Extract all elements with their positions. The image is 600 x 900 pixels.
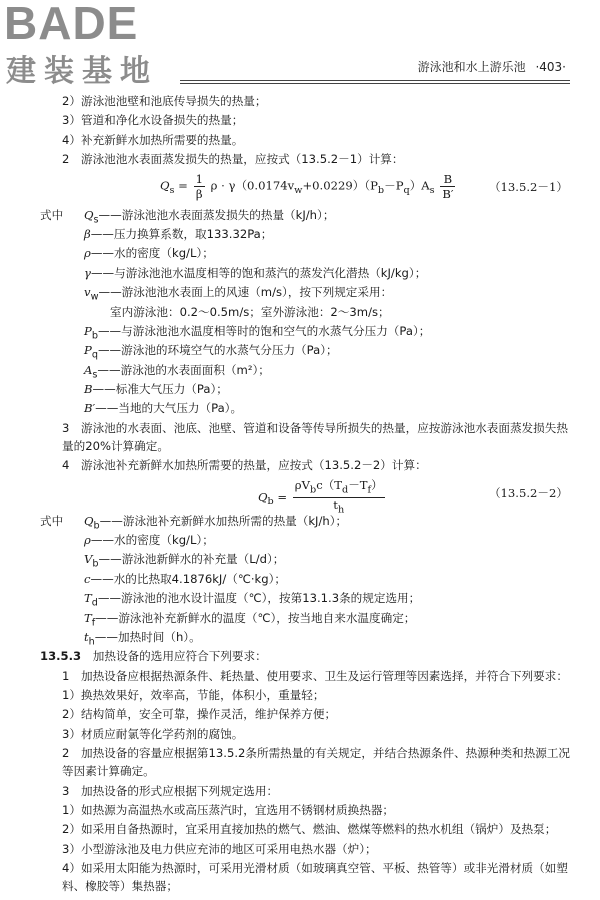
- definition-symbol: P: [84, 343, 92, 358]
- fraction-denominator: B′: [442, 186, 454, 201]
- text-line: 2 游泳池池水表面蒸发损失的热量，应按式（13.5.2－1）计算：: [62, 152, 404, 167]
- definition-symbol: ρ: [84, 533, 91, 548]
- eq-subscript: b: [310, 483, 317, 495]
- definition-text: ——与游泳池池水温度相等时的饱和空气的水蒸气分压力（Pa）；: [97, 323, 431, 338]
- section-item: 4）如采用太阳能为热源时，可采用光滑材质（如玻璃真空管、平板、热管等）或非光滑材质（如塑料、橡胶等）集热器；: [62, 861, 568, 894]
- definition-lead: 式中: [40, 207, 64, 222]
- eq-subscript: s: [169, 184, 175, 196]
- definition-subscript: q: [91, 349, 98, 361]
- definition-line: [40, 609, 572, 628]
- definition-lead: 式中: [40, 513, 64, 528]
- definition-line: [40, 283, 572, 302]
- section-item: 2）结构简单，安全可靠，操作灵活，维护保养方便；: [62, 707, 337, 722]
- fraction-numerator: 1: [195, 171, 203, 186]
- eq-equals: =: [178, 178, 188, 193]
- definition-text: ——压力换算系数，取133.32Pa；: [90, 226, 273, 241]
- definition-text: ——游泳池新鲜水的补充量（L/d）；: [98, 552, 285, 567]
- eq-term: ）A: [409, 178, 430, 193]
- definition-symbol: B: [84, 382, 93, 397]
- fraction-denominator: β: [195, 186, 203, 201]
- section-number: 13.5.3: [40, 649, 82, 664]
- section-item: 3）小型游泳池及电力供应充沛的地区可采用电热水器（炉）；: [62, 841, 377, 856]
- definition-symbol: Q: [84, 513, 94, 528]
- section-item: 1 加热设备应根据热源条件、耗热量、使用要求、卫生及运行管理等因素选择，并符合下列要求：: [62, 668, 568, 683]
- definition-symbol: ρ: [84, 246, 91, 261]
- page-body: [40, 92, 572, 897]
- definition-line: [40, 531, 572, 550]
- header-rule: [180, 80, 570, 84]
- definition-line: [40, 589, 572, 608]
- definition-line: [40, 225, 572, 244]
- definition-symbol: t: [84, 630, 89, 644]
- definition-symbol: T: [84, 610, 92, 625]
- definition-line: [40, 380, 572, 399]
- definition-text: ——游泳池池水表面上的风速（m/s），按下列规定采用：: [98, 285, 393, 300]
- definition-line: [40, 570, 572, 589]
- definition-line: [40, 206, 572, 225]
- eq-term: t: [333, 497, 338, 512]
- definition-text: ——当地的大气压力（Pa）。: [95, 401, 243, 416]
- eq-term: ）: [371, 477, 383, 492]
- page-number: ·403·: [535, 60, 566, 74]
- eq-subscript: f: [367, 483, 372, 495]
- equation-number: （13.5.2－2）: [488, 485, 568, 500]
- definition-line: [40, 361, 572, 380]
- eq-term: +0.0229）（P: [302, 178, 378, 193]
- definition-text: ——游泳池池水表面蒸发损失的热量（kJ/h）；: [98, 207, 335, 222]
- definition-symbol: v: [84, 285, 91, 300]
- section-item: 2）如采用自备热源时，宜采用直接加热的燃气、燃油、燃煤等燃料的热水机组（锅炉）及热泵；: [62, 822, 557, 837]
- definition-text: ——游泳池的水表面面积（m²）；: [97, 362, 270, 377]
- eq-term: c（T: [316, 477, 343, 492]
- definition-symbol: V: [84, 552, 93, 567]
- definition-text: ——游泳池补充新鲜水的温度（℃），按当地自来水温度确定；: [95, 610, 416, 625]
- definition-symbol: γ: [84, 265, 91, 280]
- logo-latin-text: BADE: [4, 0, 139, 49]
- definition-line: [40, 244, 572, 263]
- eq-term: －P: [384, 178, 404, 193]
- eq-subscript: s: [429, 184, 435, 196]
- section-13-5-3: [40, 647, 572, 666]
- definition-line: [40, 264, 572, 283]
- definition-subscript: h: [88, 636, 95, 648]
- eq-subscript: b: [377, 184, 385, 196]
- definition-symbol: Q: [84, 207, 94, 222]
- running-head-title: 游泳池和水上游乐池: [417, 60, 526, 74]
- logo-cjk-text: 建装基地: [6, 54, 158, 89]
- section-item: 3 加热设备的形式应根据下列规定选用：: [62, 783, 279, 798]
- definition-symbol: c: [84, 571, 91, 586]
- eq-term: －T: [348, 477, 368, 492]
- equation-13-5-2-1: [40, 170, 572, 206]
- definition-subscript: b: [93, 519, 100, 531]
- definition-line: [40, 512, 572, 531]
- definition-subscript: f: [91, 616, 96, 628]
- definition-subscript: s: [92, 369, 98, 380]
- definition-subscript: s: [93, 213, 99, 225]
- definition-symbol: B′: [84, 401, 96, 416]
- paragraph-4: 4 游泳池补充新鲜水加热所需要的热量，应按式（13.5.2－2）计算：: [62, 458, 427, 473]
- definition-symbol: T: [84, 591, 92, 606]
- definition-text: ——与游泳池池水温度相等的饱和蒸汽的蒸发汽化潜热（kJ/kg）；: [90, 265, 427, 280]
- section-item: 1）如热源为高温热水或高压蒸汽时，宜选用不锈钢材质换热器；: [62, 802, 395, 817]
- section-item: 1）换热效果好，效率高，节能，体积小，重量轻；: [62, 687, 325, 702]
- text-line: 4）补充新鲜水加热所需要的热量。: [62, 132, 244, 147]
- eq-equals: =: [277, 489, 288, 504]
- definition-line: [40, 399, 572, 418]
- definition-line: [40, 550, 572, 569]
- equation-number: （13.5.2－1）: [488, 179, 568, 194]
- fraction-numerator: B: [440, 172, 455, 187]
- definition-text: ——水的密度（kg/L）；: [90, 533, 214, 548]
- definition-text: ——游泳池的环境空气的水蒸气分压力（Pa）；: [97, 343, 338, 358]
- fraction-numerator: [293, 478, 385, 498]
- eq-symbol: Q: [258, 489, 268, 504]
- definition-text: ——游泳池的池水设计温度（℃），按第13.1.3条的规定选用；: [97, 591, 421, 606]
- equation-13-5-2-2: [40, 476, 572, 516]
- running-head: [418, 58, 566, 75]
- eq-fraction: [440, 172, 455, 201]
- definition-subscript: d: [91, 597, 98, 609]
- definition-symbol: β: [84, 226, 91, 241]
- equation-body: [160, 172, 457, 201]
- eq-subscript: d: [342, 483, 349, 495]
- section-item: 2 加热设备的容量应根据第13.5.2条所需热量的有关规定，并结合热源条件、热源种类和热源工况等因素计算确定。: [62, 746, 571, 779]
- definition-subscript: w: [90, 291, 99, 303]
- definition-subscript: b: [92, 558, 99, 570]
- definition-text: ——标准大气压力（Pa）；: [92, 382, 228, 397]
- definition-line: [40, 628, 572, 647]
- section-text: 加热设备的选用应符合下列要求：: [92, 649, 267, 664]
- definition-text: ——水的比热取4.1876kJ/（℃·kg）；: [90, 571, 287, 586]
- paragraph-3: 3 游泳池的水表面、池底、池壁、管道和设备等传导所损失的热量，应按游泳池水表面蒸发损失热量的20%计算确定。: [62, 420, 568, 454]
- text-line: 2）游泳池池壁和池底传导损失的热量；: [62, 94, 267, 108]
- definition-text: ——水的密度（kg/L）；: [90, 246, 214, 261]
- definition-symbol: A: [84, 362, 93, 377]
- eq-subscript: h: [337, 504, 345, 516]
- definition-line: [40, 322, 572, 341]
- eq-term: ρ · γ（0.0174v: [210, 178, 295, 193]
- publisher-logo: [4, 0, 184, 89]
- definition-subscript: b: [91, 330, 98, 342]
- eq-term: ρV: [294, 477, 310, 492]
- text-line: 3）管道和净化水设备损失的热量；: [62, 113, 244, 128]
- definition-symbol: P: [84, 323, 92, 338]
- wind-speed-note: 室内游泳池：0.2～0.5m/s；室外游泳池：2～3m/s；: [110, 304, 390, 319]
- eq-subscript: b: [267, 495, 274, 507]
- definition-line: [40, 341, 572, 360]
- eq-subscript: w: [294, 184, 303, 196]
- eq-subscript: q: [403, 184, 410, 196]
- eq-symbol: Q: [160, 178, 170, 193]
- section-item: 3）材质应耐氯等化学药剂的腐蚀。: [62, 726, 244, 741]
- definition-text: ——加热时间（h）。: [94, 630, 201, 644]
- definition-text: ——游泳池补充新鲜水加热所需的热量（kJ/h）；: [99, 513, 348, 528]
- eq-fraction: [194, 172, 205, 201]
